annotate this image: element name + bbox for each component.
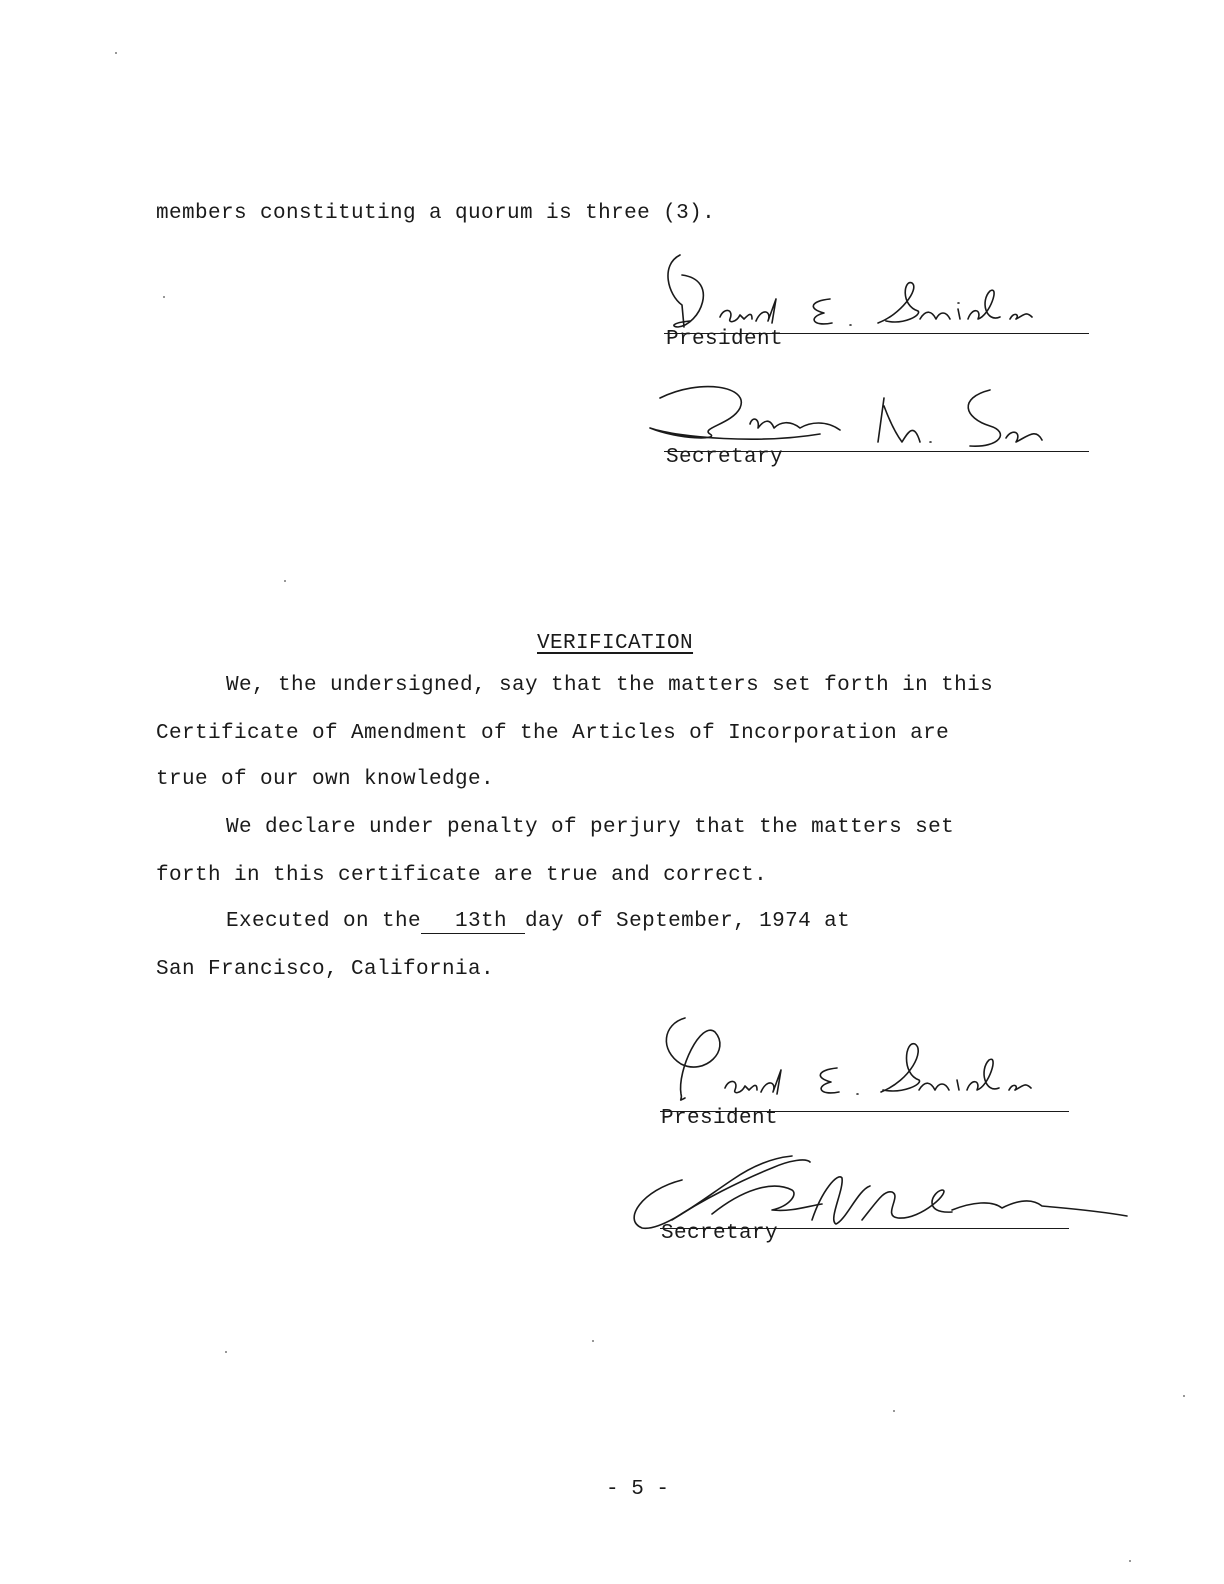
scan-speck xyxy=(893,1410,895,1412)
scan-speck xyxy=(1129,1560,1131,1562)
executed-day: 13th xyxy=(421,911,525,934)
page-number: - 5 - xyxy=(606,1478,670,1501)
secretary-label-1: Secretary xyxy=(666,446,784,469)
executed-prefix: Executed on the xyxy=(226,910,422,933)
verification-paragraph-2-line-2: forth in this certificate are true and correct. xyxy=(156,864,768,887)
scan-speck xyxy=(1183,1395,1185,1397)
scan-speck xyxy=(592,1340,594,1342)
quorum-text: members constituting a quorum is three (3). xyxy=(156,202,716,225)
executed-suffix: day of September, 1974 at xyxy=(525,910,851,933)
verification-paragraph-2-line-1: We declare under penalty of perjury that the matters set xyxy=(226,816,955,839)
scan-speck xyxy=(284,580,286,582)
verification-paragraph-1-line-3: true of our own knowledge. xyxy=(156,768,495,791)
scan-speck xyxy=(225,1351,227,1353)
verification-paragraph-1-line-2: Certificate of Amendment of the Articles of Incorporation are xyxy=(156,722,950,745)
president-label-1: President xyxy=(666,328,784,351)
verification-paragraph-1-line-1: We, the undersigned, say that the matters set forth in this xyxy=(226,674,994,697)
president-signature-2 xyxy=(655,1010,1055,1110)
secretary-label-2: Secretary xyxy=(661,1222,779,1245)
executed-location: San Francisco, California. xyxy=(156,958,495,981)
verification-heading: VERIFICATION xyxy=(537,632,694,655)
executed-line xyxy=(226,908,850,936)
scan-speck xyxy=(115,52,117,54)
president-signature-1 xyxy=(660,245,1060,335)
president-label-2: President xyxy=(661,1107,779,1130)
scan-speck xyxy=(163,296,165,298)
